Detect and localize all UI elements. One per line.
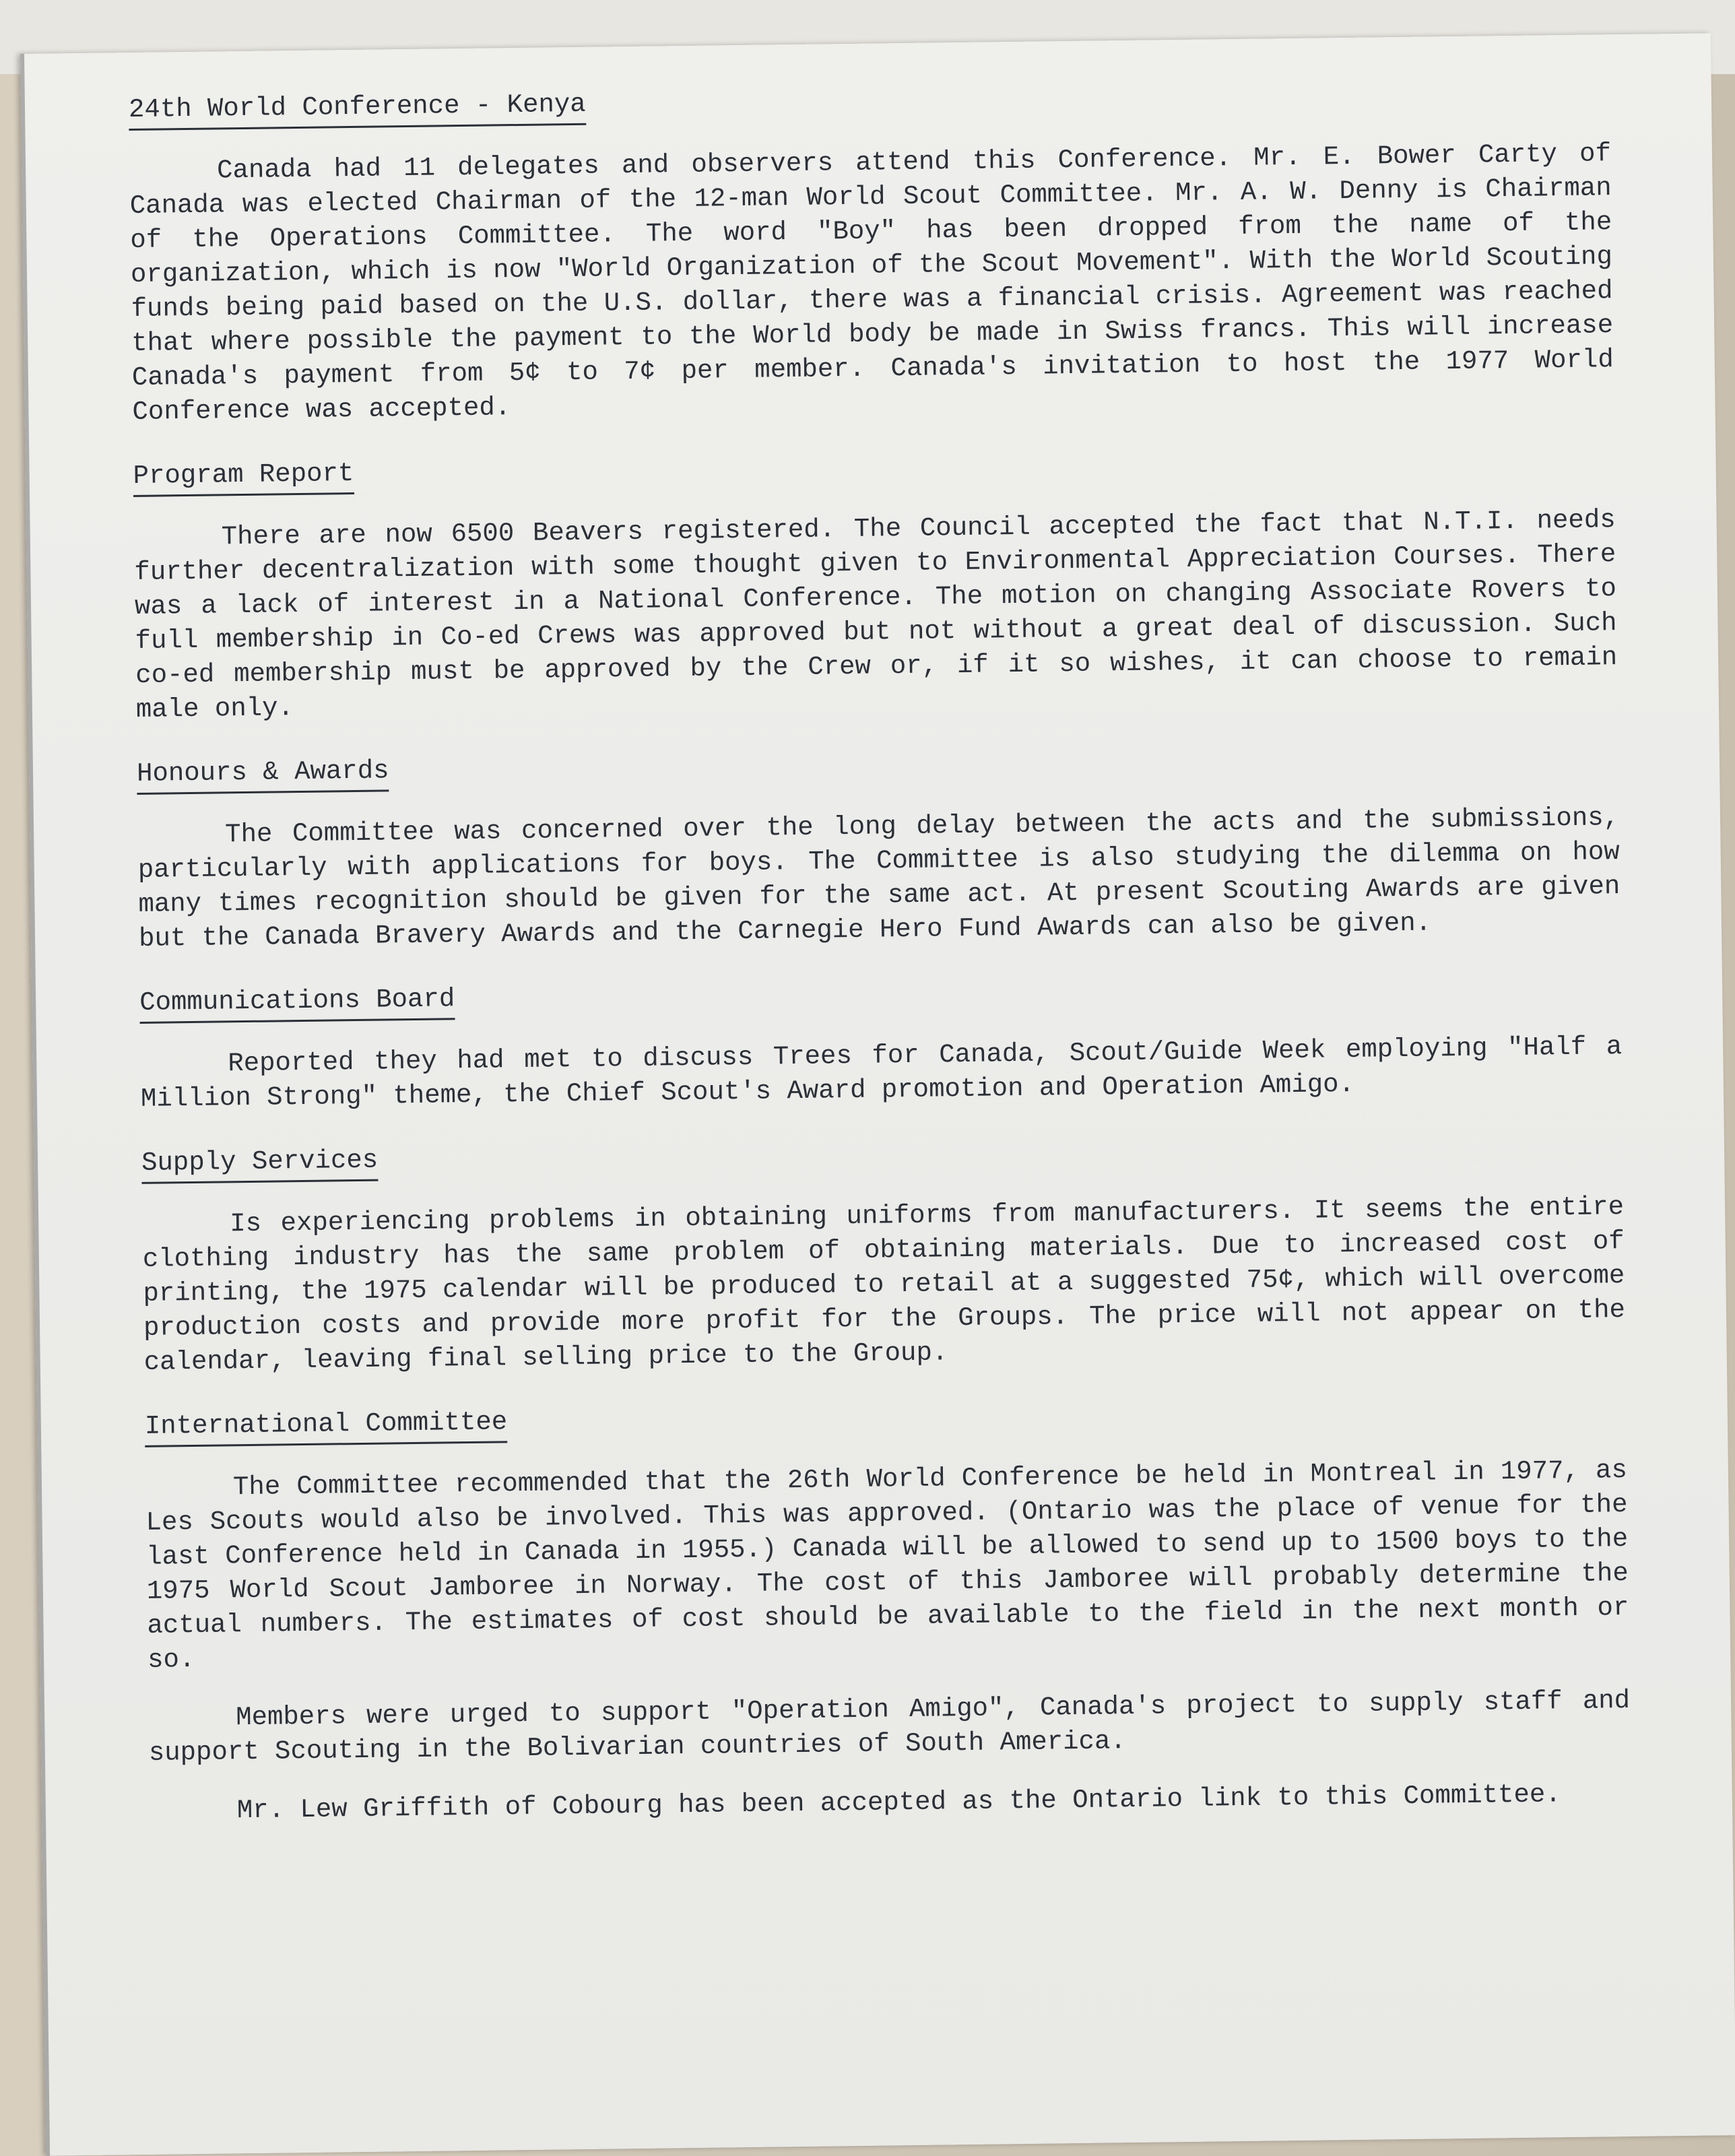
paragraph: Canada had 11 delegates and observers attend this Conference. Mr. E. Bower Carty of Canada was elected Chairman of the 12-man World Scout Committee. Mr. A. W. Denny is Chairman of the Operations Committee. The word "Boy" has been dropped from the name of the organization, which is now "World Organization of the Scout Movement". With the World Scouting funds being paid based on the U.S. dollar, there was a financial crisis. Agreement was reached that where possible the payment to the World body be made in Swiss francs. This will increase Canada's payment from 5¢ to 7¢ per member. Canada's invitation to host the 1977 World Conference was accepted. <box>129 139 1614 428</box>
section-heading: 24th World Conference - Kenya <box>129 88 586 131</box>
paragraph: The Committee was concerned over the long delay between the acts and the submissions, particularly with applications for boys. The Committee is also studying the dilemma on how many times recognition should be given for the same act. At present Scouting Awards are given but the Canada Bravery Awards and the Carnegie Hero Fund Awards can also be given. <box>137 803 1621 954</box>
section-heading: Supply Services <box>141 1144 379 1184</box>
section-world-conference <box>129 75 1614 430</box>
paragraph: There are now 6500 Beavers registered. The Council accepted the fact that N.T.I. needs further decentralization with some thought given to Environmental Appreciation Courses. There was a lack of interest in a National Conference. The motion on changing Associate Rovers to full membership in Co-ed Crews was approved but not without a great deal of discussion. Such co-ed membership must be approved by the Crew or, if it so wishes, it can choose to remain male only. <box>134 505 1618 725</box>
document-body <box>129 75 1632 1859</box>
section-supply-services <box>141 1128 1626 1380</box>
paragraph: Members were urged to support "Operation Amigo", Canada's project to supply staff and support Scouting in the Bolivarian countries of South America. <box>148 1685 1631 1768</box>
paragraph: Reported they had met to discuss Trees for Canada, Scout/Guide Week employing "Half a Million Strong" theme, the Chief Scout's Award promotion and Operation Amigo. <box>140 1032 1623 1114</box>
section-honours-awards <box>137 739 1621 956</box>
section-communications-board <box>139 968 1623 1117</box>
section-heading: International Committee <box>145 1405 508 1447</box>
section-heading: Program Report <box>133 457 354 497</box>
document-page <box>20 33 1735 2155</box>
section-heading: Honours & Awards <box>137 754 389 795</box>
paragraph: Mr. Lew Griffith of Cobourg has been accepted as the Ontario link to this Committee. <box>236 1779 1561 1826</box>
paragraph: Is experiencing problems in obtaining uniforms from manufacturers. It seems the entire clothing industry has the same problem of obtaining materials. Due to increased cost of printing, the 1975 calendar will be produced to retail at a suggested 75¢, which will overcome production costs and provide more profit for the Groups. The price will not appear on the calendar, leaving final selling price to the Group. <box>142 1192 1626 1377</box>
section-heading: Communications Board <box>139 982 455 1024</box>
section-international-committee <box>145 1392 1631 1829</box>
section-program-report <box>133 441 1618 727</box>
paragraph: The Committee recommended that the 26th World Conference be held in Montreal in 1977, as Les Scouts would also be involved. This was approved. (Ontario was the place of venue for the last Conference held in Canada in 1955.) Canada will be allowed to send up to 1500 boys to the 1975 World Scout Jamboree in Norway. The cost of this Jamboree will probably determine the actual numbers. The estimates of cost should be available to the field in the next month or so. <box>145 1456 1629 1675</box>
